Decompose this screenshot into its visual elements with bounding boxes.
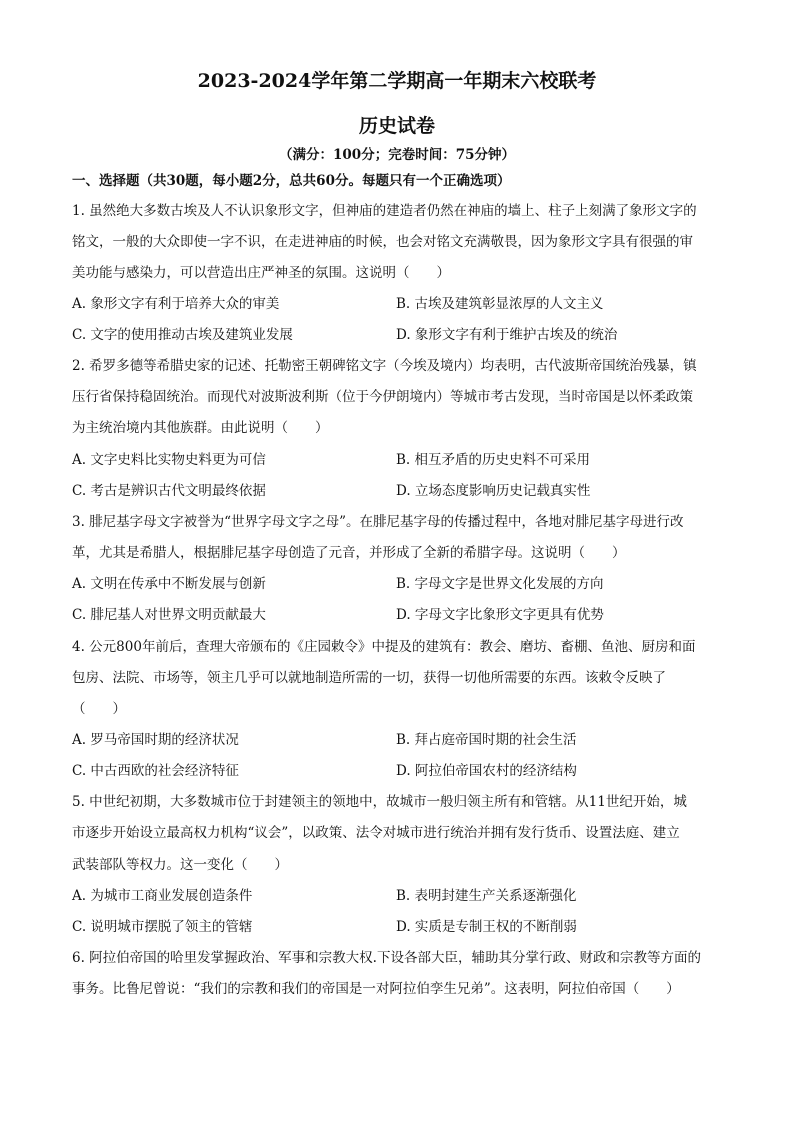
question-1-line-1: 1. 虽然绝大多数古埃及人不认识象形文字，但神庙的建造者仍然在神庙的墙上、柱子上刻满了象形文字的 (72, 203, 697, 219)
question-5-option-c: C. 说明城市摆脱了领主的管辖 (72, 919, 253, 935)
question-1-line-3: 美功能与感染力，可以营造出庄严神圣的氛围。这说明（ ） (72, 265, 450, 281)
question-5-line-3: 武装部队等权力。这一变化（ ） (72, 857, 288, 873)
question-2-option-a: A. 文字史料比实物史料更为可信 (72, 452, 266, 468)
exam-title: 2023-2024学年第二学期高一年期末六校联考 (197, 70, 597, 92)
question-5-option-d: D. 实质是专制王权的不断削弱 (396, 919, 577, 935)
question-4-line-1: 4. 公元800年前后，查理大帝颁布的《庄园敕令》中提及的建筑有：教会、磨坊、畜棚、鱼池、厨房和面 (72, 639, 696, 655)
question-1-option-b: B. 古埃及建筑彰显浓厚的人文主义 (396, 296, 604, 312)
question-2-option-b: B. 相互矛盾的历史史料不可采用 (396, 452, 591, 468)
question-4-option-c: C. 中古西欧的社会经济特征 (72, 763, 239, 779)
question-1-option-c: C. 文字的使用推动古埃及建筑业发展 (72, 327, 293, 343)
section-heading: 一、选择题（共30题，每小题2分，总共60分。每题只有一个正确选项） (72, 173, 511, 189)
question-4-line-3: （ ） (72, 701, 126, 717)
question-5-option-b: B. 表明封建生产关系逐渐强化 (396, 888, 577, 904)
question-4-option-a: A. 罗马帝国时期的经济状况 (72, 732, 239, 748)
question-3-option-a: A. 文明在传承中不断发展与创新 (72, 576, 266, 592)
question-1-option-d: D. 象形文字有利于维护古埃及的统治 (396, 327, 618, 343)
question-4-option-b: B. 拜占庭帝国时期的社会生活 (396, 732, 577, 748)
question-3-option-c: C. 腓尼基人对世界文明贡献最大 (72, 607, 266, 623)
question-2-line-1: 2. 希罗多德等希腊史家的记述、托勒密王朝碑铭文字（今埃及境内）均表明，古代波斯帝国统治残暴，镇 (72, 358, 697, 374)
question-3-option-b: B. 字母文字是世界文化发展的方向 (396, 576, 604, 592)
question-3-line-2: 革，尤其是希腊人，根据腓尼基字母创造了元音，并形成了全新的希腊字母。这说明（ ） (72, 545, 626, 561)
question-2-line-2: 压行省保持稳固统治。而现代对波斯波利斯（位于今伊朗境内）等城市考古发现，当时帝国是以怀柔政策 (72, 389, 693, 405)
question-6-line-1: 6. 阿拉伯帝国的哈里发掌握政治、军事和宗教大权.下设各部大臣，辅助其分掌行政、财政和宗教等方面的 (72, 950, 701, 966)
question-2-line-3: 为主统治境内其他族群。由此说明（ ） (72, 420, 329, 436)
question-2-option-d: D. 立场态度影响历史记载真实性 (396, 483, 591, 499)
question-6-line-2: 事务。比鲁尼曾说：“我们的宗教和我们的帝国是一对阿拉伯孪生兄弟”。这表明，阿拉伯帝国（ ） (72, 981, 680, 997)
exam-info: （满分：100分；完卷时间：75分钟） (279, 147, 515, 163)
question-5-option-a: A. 为城市工商业发展创造条件 (72, 888, 253, 904)
question-1-line-2: 铭文，一般的大众即使一字不识，在走进神庙的时候，也会对铭文充满敬畏，因为象形文字具有很强的审 (72, 234, 693, 250)
question-4-option-d: D. 阿拉伯帝国农村的经济结构 (396, 763, 577, 779)
exam-subject: 历史试卷 (358, 115, 435, 137)
question-3-line-1: 3. 腓尼基字母文字被誉为“世界字母文字之母”。在腓尼基字母的传播过程中，各地对腓尼基字母进行改 (72, 514, 684, 530)
question-4-line-2: 包房、法院、市场等，领主几乎可以就地制造所需的一切，获得一切他所需要的东西。该敕令反映了 (72, 670, 666, 686)
question-5-line-1: 5. 中世纪初期，大多数城市位于封建领主的领地中，故城市一般归领主所有和管辖。从11世纪开始，城 (72, 794, 687, 810)
question-2-option-c: C. 考古是辨识古代文明最终依据 (72, 483, 266, 499)
question-5-line-2: 市逐步开始设立最高权力机构“议会”，以政策、法令对城市进行统治并拥有发行货币、设置法庭、建立 (72, 825, 680, 841)
question-1-option-a: A. 象形文字有利于培养大众的审美 (72, 296, 280, 312)
question-3-option-d: D. 字母文字比象形文字更具有优势 (396, 607, 604, 623)
